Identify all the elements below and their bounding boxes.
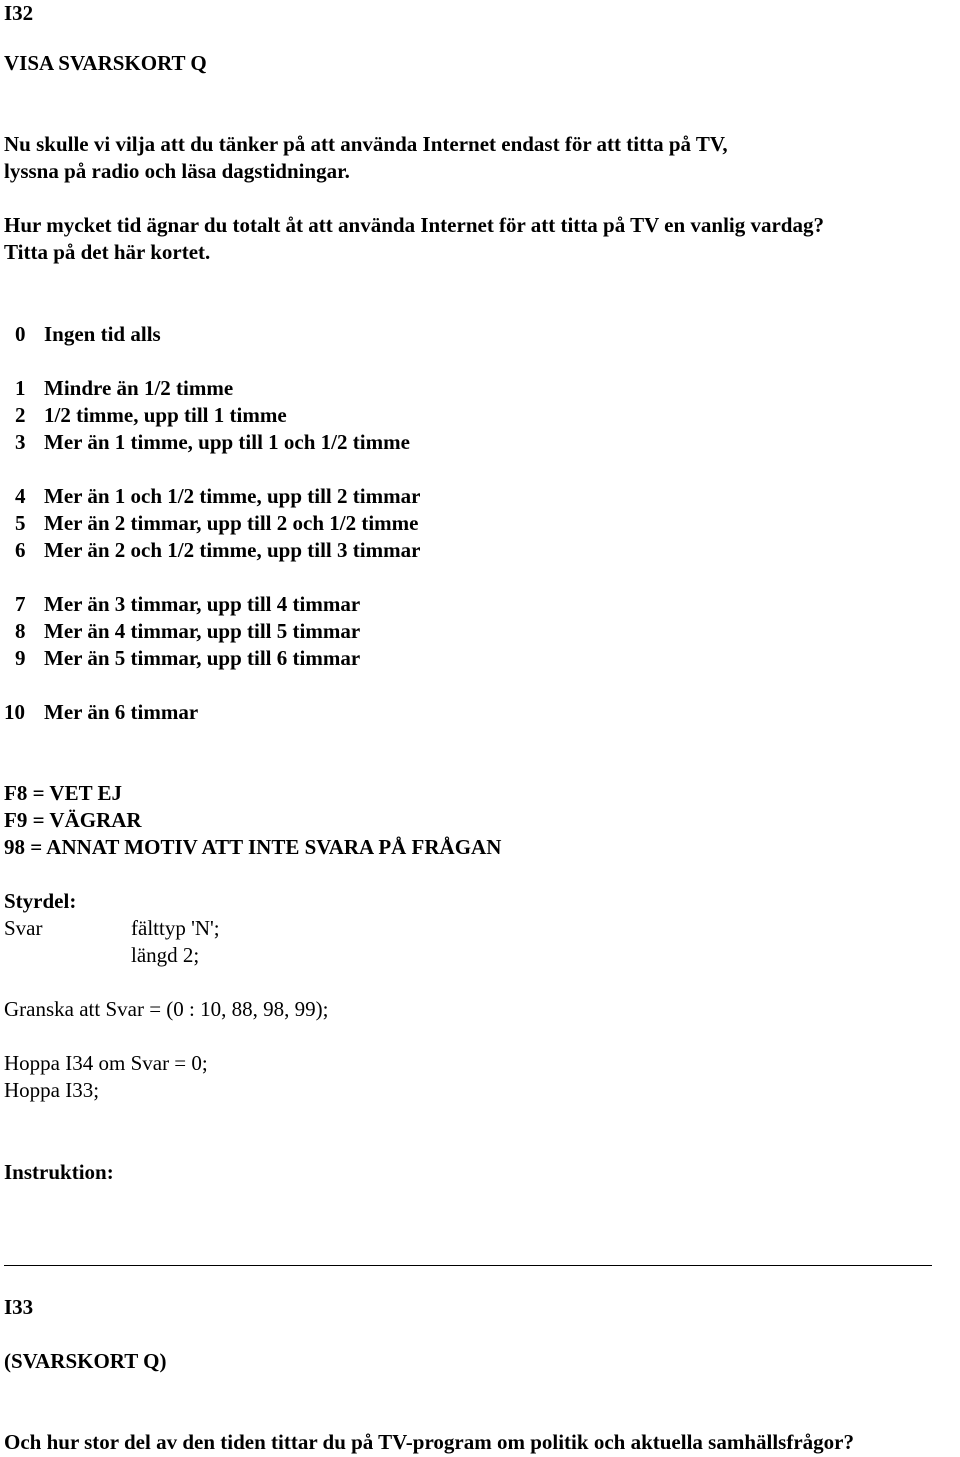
- option-label: Mer än 1 och 1/2 timme, upp till 2 timmar: [44, 484, 421, 508]
- intro-text-line1: Nu skulle vi vilja att du tänker på att använda Internet endast för att titta på TV,: [4, 132, 728, 156]
- option-label: Mer än 1 timme, upp till 1 och 1/2 timme: [44, 430, 410, 454]
- next-question-card: (SVARSKORT Q): [4, 1349, 167, 1373]
- option-number: 2: [15, 403, 26, 427]
- option-label: 1/2 timme, upp till 1 timme: [44, 403, 287, 427]
- option-number: 6: [15, 538, 26, 562]
- next-question-text: Och hur stor del av den tiden tittar du på TV-program om politik och aktuella samhällsfrågor?: [4, 1430, 854, 1454]
- option-label: Ingen tid alls: [44, 322, 161, 346]
- field-type: fälttyp 'N';: [131, 916, 220, 940]
- option-label: Mer än 2 och 1/2 timme, upp till 3 timmar: [44, 538, 421, 562]
- question-text-line1: Hur mycket tid ägnar du totalt åt att använda Internet för att titta på TV en vanlig vardag?: [4, 213, 824, 237]
- option-number: 3: [15, 430, 26, 454]
- code-dont-know: F8 = VET EJ: [4, 781, 122, 805]
- option-label: Mer än 4 timmar, upp till 5 timmar: [44, 619, 361, 643]
- option-number: 5: [15, 511, 26, 535]
- option-number: 8: [15, 619, 26, 643]
- option-label: Mindre än 1/2 timme: [44, 376, 234, 400]
- option-number: 10: [4, 700, 25, 724]
- code-refuse: F9 = VÄGRAR: [4, 808, 142, 832]
- control-section-label: Styrdel:: [4, 889, 77, 913]
- question-text-line2: Titta på det här kortet.: [4, 240, 211, 264]
- option-label: Mer än 6 timmar: [44, 700, 199, 724]
- skip-rule-1: Hoppa I34 om Svar = 0;: [4, 1051, 208, 1075]
- option-number: 7: [15, 592, 26, 616]
- validation-rule: Granska att Svar = (0 : 10, 88, 98, 99);: [4, 997, 329, 1021]
- question-id: I32: [4, 1, 34, 25]
- option-label: Mer än 3 timmar, upp till 4 timmar: [44, 592, 361, 616]
- option-number: 1: [15, 376, 26, 400]
- show-card-instruction: VISA SVARSKORT Q: [4, 51, 207, 75]
- instruction-label: Instruktion:: [4, 1160, 114, 1184]
- option-number: 4: [15, 484, 26, 508]
- intro-text-line2: lyssna på radio och läsa dagstidningar.: [4, 159, 350, 183]
- code-other-reason: 98 = ANNAT MOTIV ATT INTE SVARA PÅ FRÅGAN: [4, 835, 502, 859]
- section-divider: [4, 1265, 932, 1266]
- answer-variable-label: Svar: [4, 916, 43, 940]
- option-number: 9: [15, 646, 26, 670]
- field-length: längd 2;: [131, 943, 200, 967]
- option-number: 0: [15, 322, 26, 346]
- option-label: Mer än 2 timmar, upp till 2 och 1/2 timme: [44, 511, 419, 535]
- next-question-id: I33: [4, 1295, 34, 1319]
- option-label: Mer än 5 timmar, upp till 6 timmar: [44, 646, 361, 670]
- skip-rule-2: Hoppa I33;: [4, 1078, 100, 1102]
